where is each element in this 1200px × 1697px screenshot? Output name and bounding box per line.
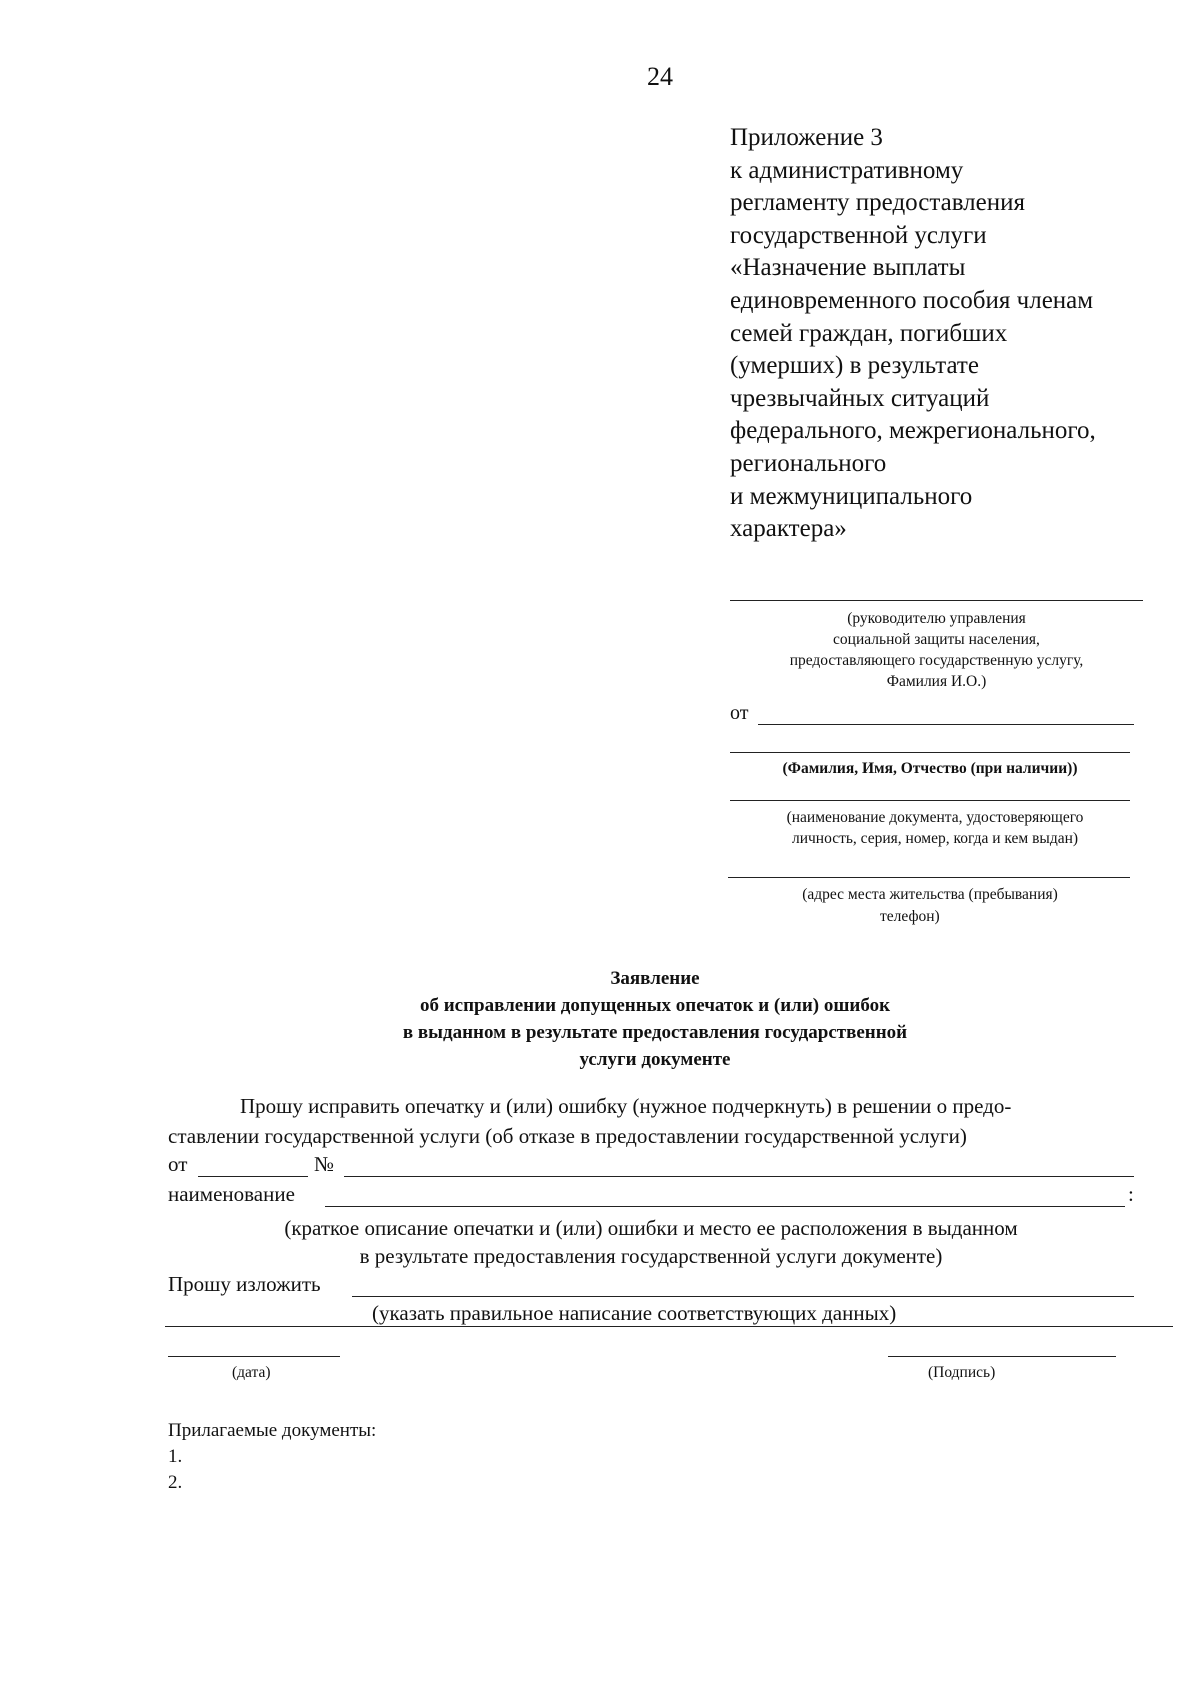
restate-field[interactable] — [352, 1296, 1134, 1297]
appendix-line: Приложение 3 — [730, 124, 883, 151]
title-line: Заявление — [610, 968, 700, 989]
appendix-line: семей граждан, погибших — [730, 319, 1008, 347]
attachments-section — [168, 1418, 376, 1496]
identity-doc-hint-line: личность, серия, номер, когда и кем выдан) — [791, 830, 1079, 847]
phone-hint: телефон) — [880, 908, 940, 925]
addressee-hint-line: социальной защиты населения, — [833, 631, 1040, 648]
addressee-hint-line: (руководителю управления — [847, 610, 1026, 627]
decision-date-field[interactable] — [198, 1176, 308, 1177]
identity-doc-line[interactable] — [730, 800, 1130, 801]
address-hint: (адрес места жительства (пребывания) — [802, 886, 1058, 903]
appendix-line: регламенту предоставления — [730, 189, 1026, 217]
fio-line[interactable] — [730, 752, 1130, 753]
addressee-hint-line: предоставляющего государственную услугу, — [789, 652, 1084, 669]
correct-data-hint: (указать правильное написание соответствующих данных) — [372, 1301, 897, 1325]
appendix-line: государственной услуги — [730, 221, 987, 249]
title-line: в выданном в результате предоставления государственной — [402, 1022, 908, 1043]
attachment-item: 1. — [168, 1446, 183, 1467]
addressee-hint — [730, 608, 1143, 692]
description-hint — [168, 1214, 1134, 1270]
appendix-line: характера» — [730, 515, 847, 543]
decision-number-field[interactable] — [344, 1176, 1134, 1177]
decision-date-label: от — [168, 1152, 188, 1176]
attachments-title: Прилагаемые документы: — [168, 1420, 377, 1441]
identity-doc-hint-line: (наименование документа, удостоверяющего — [786, 809, 1084, 826]
attachment-item: 2. — [168, 1472, 183, 1493]
title-line: об исправлении допущенных опечаток и (или) ошибок — [419, 995, 891, 1016]
fio-hint: (Фамилия, Имя, Отчество (при наличии)) — [782, 760, 1078, 777]
restate-label: Прошу изложить — [168, 1272, 321, 1296]
title-line: услуги документе — [579, 1049, 731, 1070]
from-field[interactable] — [758, 724, 1134, 725]
addressee-hint-line: Фамилия И.О.) — [886, 673, 987, 690]
page-number: 24 — [647, 62, 673, 91]
name-field[interactable] — [325, 1206, 1125, 1207]
appendix-line: (умерших) в результате — [730, 352, 979, 380]
signature-hint: (Подпись) — [928, 1364, 996, 1381]
addressee-line[interactable] — [730, 600, 1143, 601]
appendix-line: чрезвычайных ситуаций — [730, 384, 990, 412]
restate-field-2[interactable] — [165, 1326, 1173, 1327]
name-colon: : — [1128, 1182, 1134, 1206]
name-label: наименование — [168, 1182, 295, 1206]
appendix-line: регионального — [730, 449, 887, 477]
from-label: от — [730, 702, 749, 724]
request-line: Прошу исправить опечатку и (или) ошибку (нужное подчеркнуть) в решении о предо- — [240, 1094, 1012, 1118]
description-hint-line: в результате предоставления государственной услуги документе) — [359, 1244, 943, 1268]
appendix-line: и межмуниципального — [730, 482, 973, 510]
request-line: ставлении государственной услуги (об отказе в предоставлении государственной услуги) — [168, 1124, 967, 1148]
date-hint: (дата) — [232, 1364, 271, 1381]
decision-number-label: № — [314, 1152, 335, 1176]
appendix-line: единовременного пособия членам — [730, 286, 1094, 314]
identity-doc-hint — [730, 807, 1140, 849]
appendix-line: к административному — [730, 156, 964, 184]
appendix-line: федерального, межрегионального, — [730, 417, 1096, 445]
appendix-block — [730, 122, 1170, 546]
description-hint-line: (краткое описание опечатки и (или) ошибки и место ее расположения в выданном — [284, 1216, 1018, 1240]
signature-field[interactable] — [888, 1356, 1116, 1357]
address-line[interactable] — [728, 877, 1130, 878]
appendix-line: «Назначение выплаты — [730, 254, 966, 282]
document-title — [200, 965, 1110, 1073]
date-field[interactable] — [168, 1356, 340, 1357]
